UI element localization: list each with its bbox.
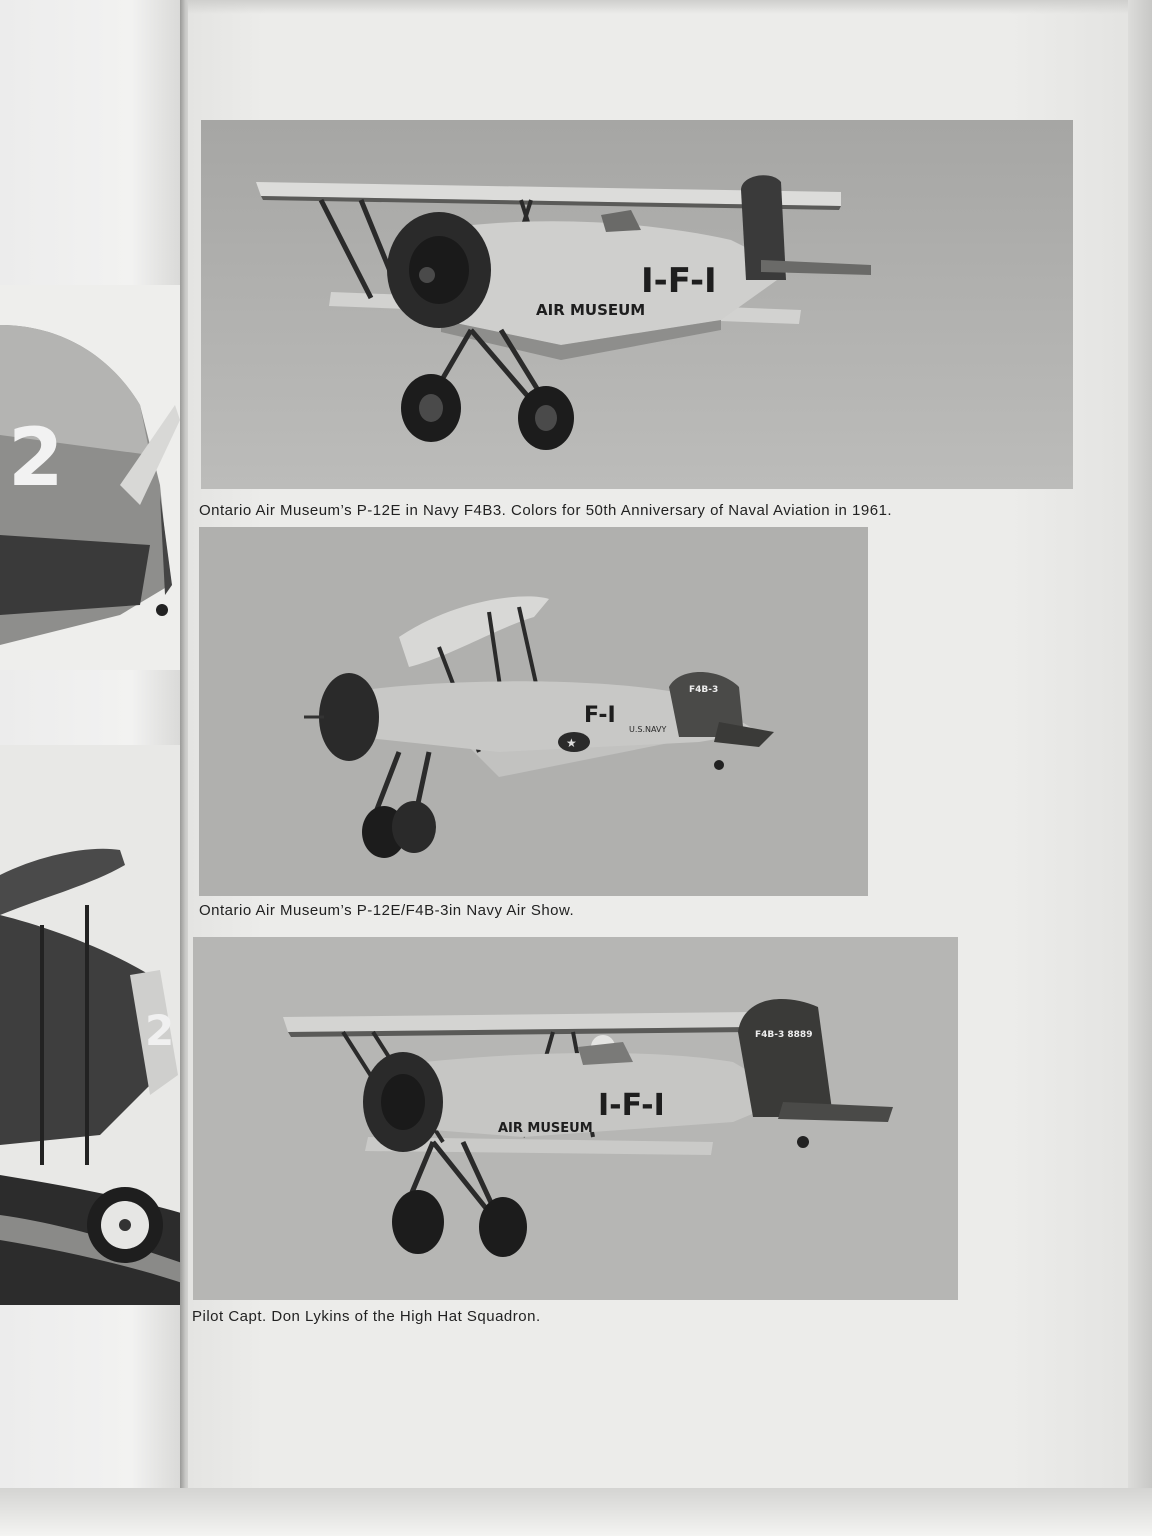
photo-3-side-text: AIR MUSEUM	[498, 1121, 593, 1136]
photo-3-tail-marking: F4B-3 8889	[755, 1030, 813, 1040]
page-right-edge	[1128, 0, 1152, 1536]
photo-1-biplane	[201, 120, 1073, 489]
svg-text:★: ★	[566, 736, 577, 750]
left-page-photo-bottom	[0, 745, 188, 1305]
photo-2-tail-marking: F4B-3	[689, 685, 719, 695]
page-bottom-edge	[0, 1488, 1152, 1536]
photo-2-fuselage-marking: F-I	[584, 703, 616, 728]
photo-2-caption: Ontario Air Museum’s P-12E/F4B-3in Navy Air Show.	[199, 902, 575, 919]
photo-3-biplane	[193, 937, 958, 1300]
photo-3-caption: Pilot Capt. Don Lykins of the High Hat Squadron.	[192, 1308, 541, 1325]
photo-1-side-text: AIR MUSEUM	[536, 301, 646, 319]
page-top-shadow	[188, 0, 1152, 14]
photo-2-biplane	[199, 527, 868, 896]
left-page-photo-top	[0, 285, 188, 670]
photo-1-fuselage-marking: I-F-I	[641, 261, 717, 301]
left-facing-page	[0, 0, 188, 1536]
photo-3-fuselage-marking: I-F-I	[598, 1088, 665, 1123]
photo-1-caption: Ontario Air Museum’s P-12E in Navy F4B3. Colors for 50th Anniversary of Naval Aviation in 1961.	[199, 502, 893, 519]
left-page-number-bottom: 2	[145, 1006, 175, 1055]
left-page-number-top: 2	[8, 411, 64, 504]
photo-2-side-text: U.S.NAVY	[629, 725, 667, 734]
